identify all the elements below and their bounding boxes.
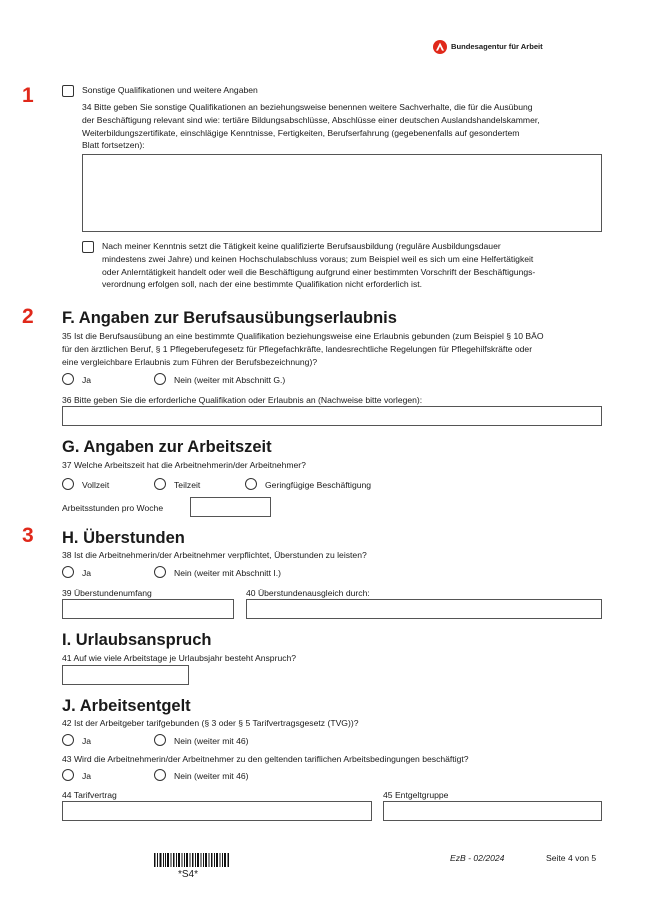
q43-ja-radio[interactable] [62,769,74,781]
declaration-line: Nach meiner Kenntnis setzt die Tätigkeit keine qualifizierte Berufsausbildung (reguläre Ausbildungsdauer [102,241,501,251]
q42-nein-label: Nein (weiter mit 46) [174,736,249,746]
q40-input[interactable] [246,599,602,619]
q40-label: 40 Überstundenausgleich durch: [246,588,370,598]
q41-label: 41 Auf wie viele Arbeitstage je Urlaubsjahr besteht Anspruch? [62,653,297,663]
q38-label: 38 Ist die Arbeitnehmerin/der Arbeitnehmer verpflichtet, Überstunden zu leisten? [62,550,367,560]
q42-label: 42 Ist der Arbeitgeber tarifgebunden (§ 3 oder § 5 Tarifvertragsgesetz (TVG))? [62,718,359,728]
q35-line: für den ärztlichen Beruf, § 1 Pflegeberufegesetz für Pflegefachkräfte, landesrechtliche Regelungen für Pflegehilfskräfte oder [62,343,533,354]
q34-line: 34 Bitte geben Sie sonstige Qualifikationen an beziehungsweise benennen weitere Sachverhalte, die für die Ausübung [82,102,533,112]
declaration-line: oder Anlerntätigkeit handelt oder weil die Beschäftigung aufgrund einer bestimmten Vorschrift der Beschäftigungs- [102,266,536,277]
q42-nein-radio[interactable] [154,734,166,746]
brand-name: Bundesagentur für Arbeit [451,42,543,51]
q36-input[interactable] [62,406,602,426]
section-h-title: H. Überstunden [62,529,185,547]
q35-ja-label: Ja [82,375,92,385]
q34-textarea[interactable] [82,154,602,232]
q38-nein-radio[interactable] [154,566,166,578]
section-f-title: F. Angaben zur Berufsausübungserlaubnis [62,309,397,327]
q34-line: Blatt fortsetzen): [82,140,145,151]
section-marker-3: 3 [22,524,34,547]
q34-line: der Beschäftigung relevant sind wie: tertiäre Bildungsabschlüsse, Abschlüsse einer deutschen Auslandshandelskammer, [82,114,540,125]
q35-ja-radio[interactable] [62,373,74,385]
barcode [154,853,230,867]
q38-ja-label: Ja [82,568,92,578]
q43-label: 43 Wird die Arbeitnehmerin/der Arbeitnehmer zu den geltenden tariflichen Arbeitsbedingungen beschäftigt? [62,754,469,764]
q42-ja-label: Ja [82,736,92,746]
q43-ja-label: Ja [82,771,92,781]
brand-logo [433,40,553,54]
q35-nein-label: Nein (weiter mit Abschnitt G.) [174,375,286,385]
q36-label: 36 Bitte geben Sie die erforderliche Qualifikation oder Erlaubnis an (Nachweise bitte vorlegen): [62,395,423,405]
q41-input[interactable] [62,665,189,685]
q44-input[interactable] [62,801,372,821]
weekly-hours-input[interactable] [190,497,271,517]
q34-line: Weiterbildungszertifikate, einschlägige Kenntnisse, Fertigkeiten, Berufserfahrung (gegebenenfalls auf gesondertem [82,127,520,138]
page-number: Seite 4 von 5 [546,853,597,863]
q43-nein-label: Nein (weiter mit 46) [174,771,249,781]
section-marker-1: 1 [22,84,34,107]
q42-ja-radio[interactable] [62,734,74,746]
barcode-text: *S4* [178,869,199,880]
q34-question [82,101,612,152]
q45-input[interactable] [383,801,602,821]
no-qualification-declaration [102,240,612,291]
declaration-line: verordnung erfolgen soll, nach der eine bestimmte Qualifikation nicht erforderlich ist. [102,279,423,290]
q38-ja-radio[interactable] [62,566,74,578]
q37-vollzeit-label: Vollzeit [82,480,110,490]
section-j-title: J. Arbeitsentgelt [62,697,191,715]
other-qualifications-label: Sonstige Qualifikationen und weitere Angaben [82,85,258,95]
no-qualification-required-checkbox[interactable] [82,241,94,253]
q37-label: 37 Welche Arbeitszeit hat die Arbeitnehmerin/der Arbeitnehmer? [62,460,306,470]
q43-nein-radio[interactable] [154,769,166,781]
q39-label: 39 Überstundenumfang [62,588,152,598]
barcode-icon [154,853,230,867]
section-marker-2: 2 [22,305,34,328]
form-id: EzB - 02/2024 [450,853,505,863]
declaration-line: mindestens zwei Jahre) und keinen Hochschulabschluss voraus; zum Beispiel weil es sich um eine Helfertätigkeit [102,253,534,264]
q37-teilzeit-label: Teilzeit [174,480,201,490]
q35-line: eine vergleichbare Erlaubnis zum Führen der Berufsbezeichnung)? [62,356,318,367]
q37-geringfuegig-radio[interactable] [245,478,257,490]
q35-line: 35 Ist die Berufsausübung an eine bestimmte Qualifikation beziehungsweise eine Erlaubnis gebunden (zum Beispiel § 10 BÄO [62,331,544,341]
q37-teilzeit-radio[interactable] [154,478,166,490]
q38-nein-label: Nein (weiter mit Abschnitt I.) [174,568,281,578]
q45-label: 45 Entgeltgruppe [383,790,449,800]
weekly-hours-label: Arbeitsstunden pro Woche [62,503,164,513]
q39-input[interactable] [62,599,234,619]
q37-geringfuegig-label: Geringfügige Beschäftigung [265,480,372,490]
q37-vollzeit-radio[interactable] [62,478,74,490]
q35-question [62,330,622,368]
q35-nein-radio[interactable] [154,373,166,385]
section-g-title: G. Angaben zur Arbeitszeit [62,438,272,456]
q44-label: 44 Tarifvertrag [62,790,117,800]
section-i-title: I. Urlaubsanspruch [62,631,212,649]
other-qualifications-checkbox[interactable] [62,85,74,97]
bundesagentur-logo-icon [433,40,447,54]
